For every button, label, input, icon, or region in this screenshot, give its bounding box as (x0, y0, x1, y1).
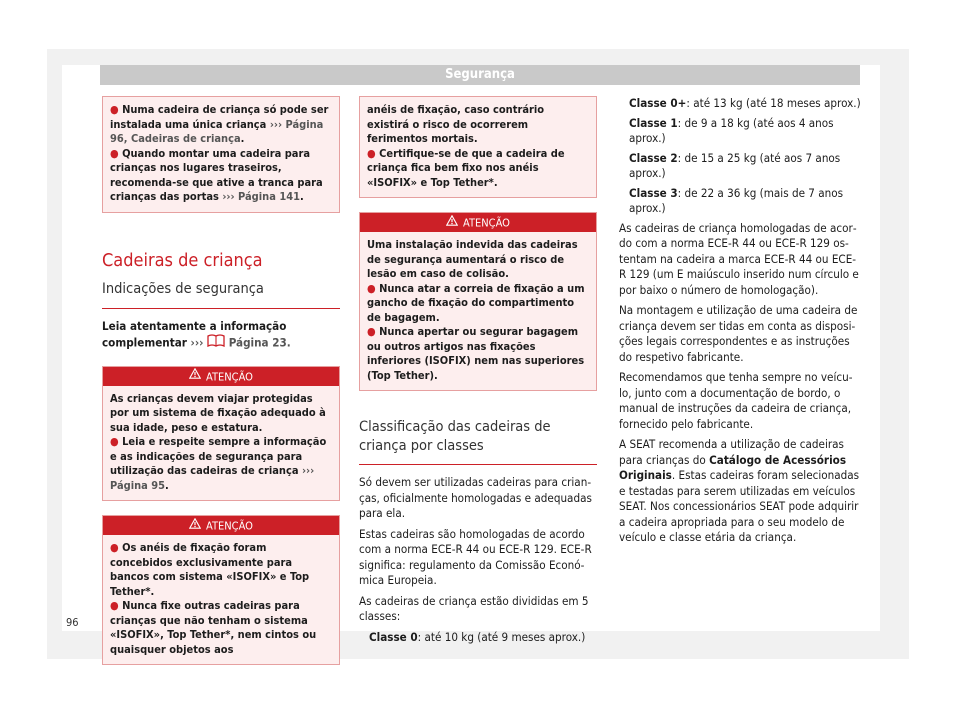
paragraph: As cadeiras de criança homologadas de acordo com a norma ECE-R 44 ou ECE-R 129 ostentam na cadeira a marca ECE-R 44 ou ECE-R 129 (um E maiúsculo inserido num círculo e por baixo o número de homologação). (619, 220, 859, 297)
class-item: Classe 0+: até 13 kg (até 18 meses aprox.) (629, 96, 861, 110)
bullet-icon: ● (367, 146, 380, 160)
warning-triangle-icon (189, 366, 201, 385)
page-link[interactable]: Página 23. (228, 335, 291, 350)
page-number: 96 (66, 616, 79, 629)
warning-text: anéis de fixação, caso contrário existirá o risco de ocorrerem ferimentos mortais. (367, 103, 545, 145)
bullet-icon: ● (110, 103, 123, 116)
column-3 (619, 96, 861, 551)
warning-bullet: ● Nunca atar a correia de fixação a um gancho de fixação do compartimento de bagagem. (367, 281, 585, 324)
paragraph: Estas cadeiras são homologadas de acordo com a norma ECE-R 44 ou ECE-R 129. ECE-R significa: regulamento da Comissão Económica Europeia. (359, 526, 592, 587)
warning-header: ATENÇÃO (103, 516, 339, 535)
warning-bullet: ● Quando montar uma cadeira para crianças nos lugares traseiros, recomenda-se que ative a tranca para crianças das portas ››› Página 141. (110, 146, 323, 203)
column-1 (102, 96, 340, 665)
section-title: Cadeiras de criança (102, 249, 263, 271)
warning-bullet: ● Leia e respeite sempre a informação e as indicações de segurança para utilização das cadeiras de criança ››› Página 95. (110, 435, 327, 492)
warning-bullet: ● Os anéis de fixação foram concebidos exclusivamente para bancos com sistema «ISOFIX» e Top Tether*. (110, 541, 310, 598)
warning-header: ATENÇÃO (103, 367, 339, 386)
bullet-icon: ● (110, 541, 123, 554)
warning-box (102, 515, 340, 665)
class-item: Classe 3: de 22 a 36 kg (mais de 7 anos aprox.) (629, 185, 844, 215)
bullet-icon: ● (110, 435, 123, 448)
bullet-icon: ● (367, 281, 380, 295)
warning-triangle-icon (189, 516, 201, 535)
subsection-title: Indicações de segurança (102, 280, 264, 297)
warning-bullet: ● Nunca fixe outras cadeiras para crianças que não tenham o sistema «ISOFIX», Top Tether*, nem cintos ou quaisquer objetos aos (110, 599, 317, 656)
paragraph: As cadeiras de criança estão divididas em 5 classes: (359, 593, 589, 623)
paragraph: Recomendamos que tenha sempre no veículo, junto com a documentação de bordo, o manual de instruções da cadeira de criança, fornecido pelo fabricante. (619, 370, 853, 431)
warning-box-continued (102, 96, 340, 213)
warning-text: Uma instalação indevida das cadeiras de segurança aumentará o risco de lesão em caso de colisão. (367, 238, 578, 280)
paragraph: Na montagem e utilização de uma cadeira de criança devem ser tidas em conta as disposições legais correspondentes e as instruções do respetivo fabricante. (619, 303, 858, 364)
warning-box-continued (359, 96, 597, 198)
warning-bullet: ● Numa cadeira de criança só pode ser instalada uma única criança ››› Página 96, Cadeiras de criança. (110, 103, 329, 145)
intro-text: Leia atentamente a informação complementar ››› Página 23. (102, 319, 340, 352)
bullet-icon: ● (110, 146, 123, 160)
warning-bullet: ● Nunca apertar ou segurar bagagem ou outros artigos nas fixações inferiores (ISOFIX) nem nas superiores (Top Tether). (367, 325, 585, 382)
warning-box (359, 212, 597, 391)
paragraph: Só devem ser utilizadas cadeiras para crianças, oficialmente homologadas e adequadas para ela. (359, 475, 592, 520)
paragraph: A SEAT recomenda a utilização de cadeiras para crianças do Catálogo de Acessórios Originais. Estas cadeiras foram selecionadas e testadas para serem utilizadas em veículos SEAT. Nos concessionários SEAT pode adquirir a cadeira apropriada para o seu modelo de veículo e classe etária da criança. (619, 437, 860, 544)
warning-header: ATENÇÃO (360, 213, 596, 232)
book-icon (207, 334, 225, 352)
warning-triangle-icon (446, 213, 458, 232)
class-item: Classe 2: de 15 a 25 kg (até aos 7 anos aprox.) (629, 150, 841, 180)
section-title: Classificação das cadeiras de criança por classes (359, 419, 551, 454)
bullet-icon: ● (367, 325, 380, 338)
warning-box (102, 366, 340, 502)
column-2 (359, 96, 597, 649)
warning-text: As crianças devem viajar protegidas por um sistema de fixação adequado à sua idade, peso e estatura. (110, 391, 326, 434)
bullet-icon: ● (110, 599, 123, 612)
class-item: Classe 1: de 9 a 18 kg (até aos 4 anos aprox.) (629, 115, 834, 145)
page-link[interactable]: Página 96, Cadeiras de criança (110, 117, 324, 145)
page-header: Segurança (100, 65, 860, 85)
class-item: Classe 0: até 10 kg (até 9 meses aprox.) (369, 629, 586, 644)
page-link[interactable]: Página 141 (238, 190, 300, 203)
warning-bullet: ● Certifique-se de que a cadeira de criança fica bem fixo nos anéis «ISOFIX» e Top Tether*. (367, 146, 565, 189)
page-link[interactable]: Página 95 (110, 478, 166, 492)
